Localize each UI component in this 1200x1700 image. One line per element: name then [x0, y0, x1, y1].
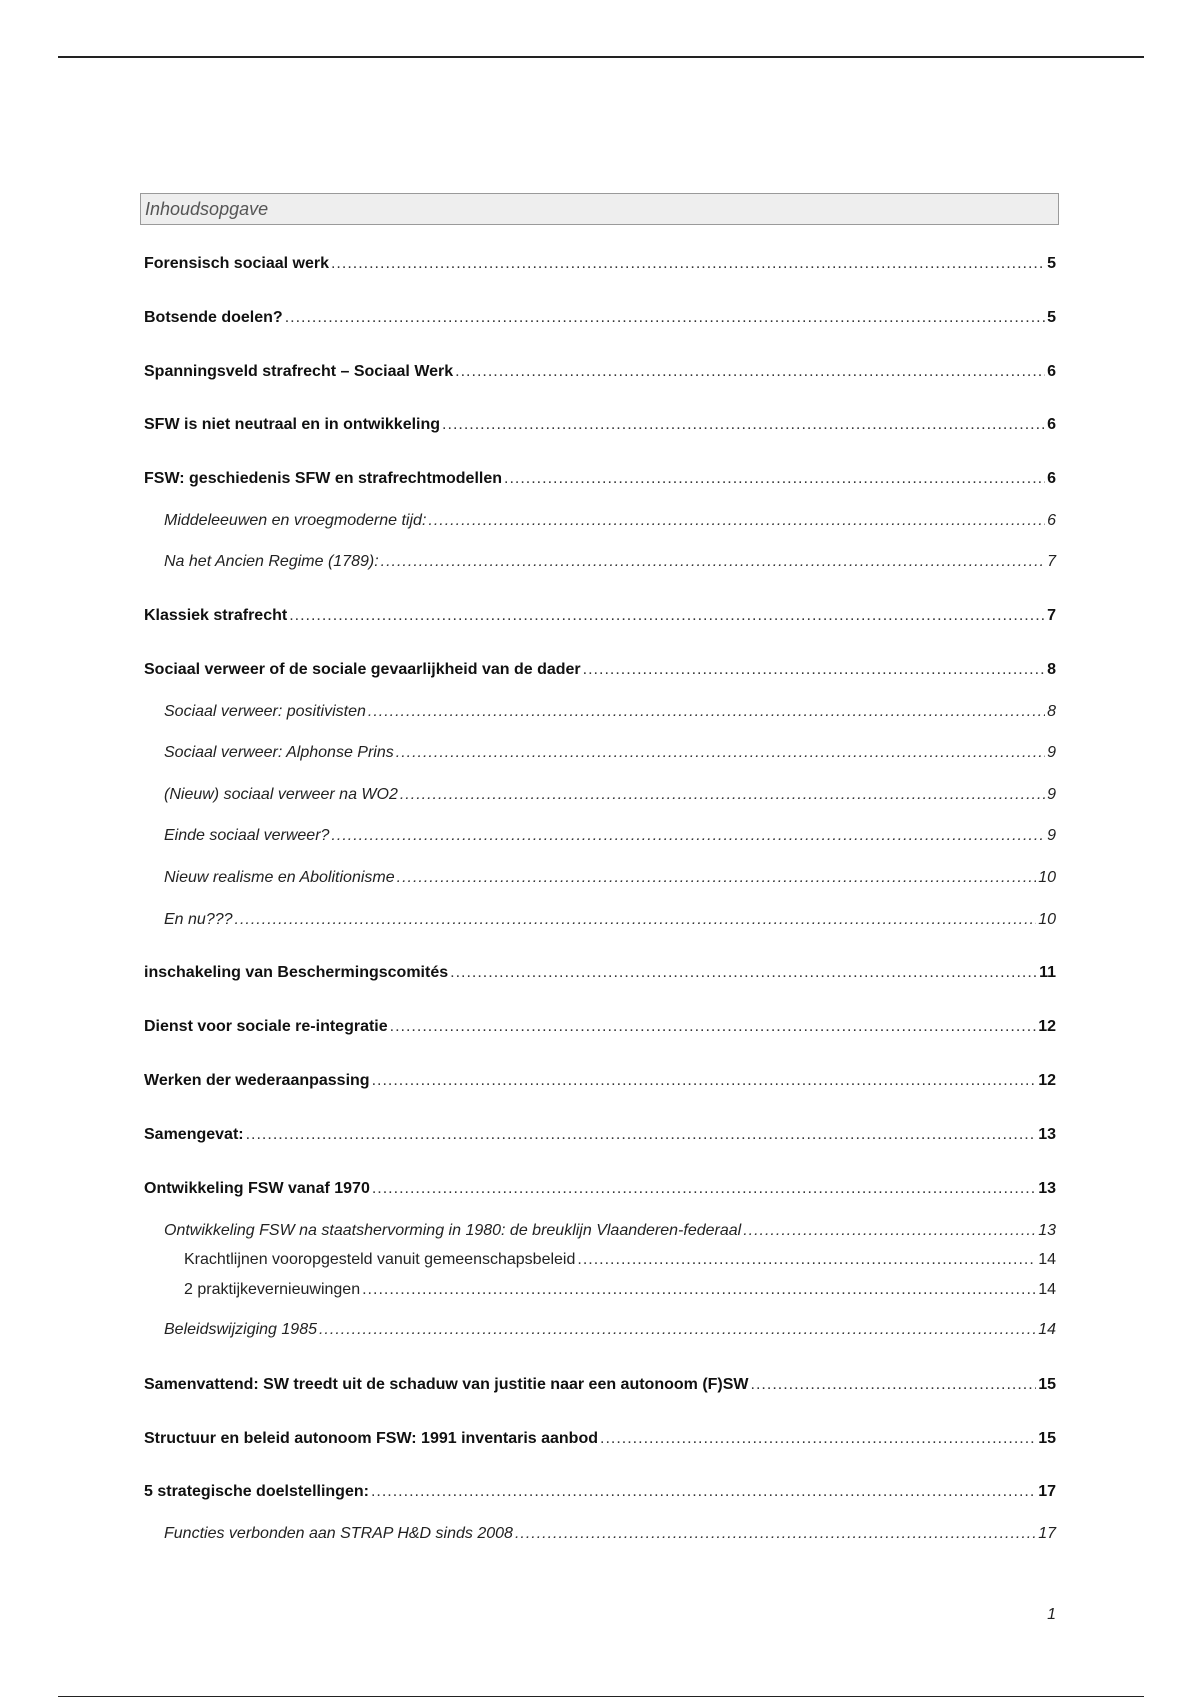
toc-entry[interactable]	[144, 1070, 1056, 1092]
toc-entry[interactable]	[144, 414, 1056, 436]
toc-entry-page: 13	[1038, 1126, 1056, 1143]
toc-entry-page: 7	[1047, 553, 1056, 570]
toc-entry-page: 7	[1047, 607, 1056, 624]
toc-leader-dots	[583, 659, 1045, 681]
toc-entry-page: 6	[1047, 416, 1056, 433]
toc-leader-dots	[362, 1279, 1036, 1301]
toc-entry[interactable]	[144, 1374, 1056, 1396]
toc-entry-title: Dienst voor sociale re-integratie	[144, 1018, 388, 1035]
page-number: 1	[1047, 1606, 1056, 1623]
toc-leader-dots	[246, 1124, 1037, 1146]
toc-leader-dots	[743, 1220, 1036, 1242]
toc-leader-dots	[600, 1428, 1036, 1450]
toc-entry-title: SFW is niet neutraal en in ontwikkeling	[144, 416, 441, 433]
toc-entry-title: Forensisch sociaal werk	[144, 255, 329, 272]
toc-leader-dots	[285, 307, 1045, 329]
toc-entry[interactable]	[164, 551, 1056, 573]
toc-entry-title: Krachtlijnen vooropgesteld vanuit gemeenschapsbeleid	[184, 1251, 576, 1268]
toc-leader-dots	[331, 825, 1045, 847]
toc-entry-page: 9	[1047, 827, 1056, 844]
toc-entry-page: 10	[1038, 869, 1056, 886]
toc-entry-title: Functies verbonden aan STRAP H&D sinds 2008	[164, 1525, 513, 1542]
toc-entry[interactable]	[144, 962, 1056, 984]
toc-entry[interactable]	[164, 909, 1056, 931]
toc-entry-title: 2 praktijkevernieuwingen	[184, 1281, 361, 1298]
top-rule	[58, 56, 1144, 58]
toc-entry-page: 14	[1038, 1251, 1056, 1268]
toc-entry[interactable]	[144, 468, 1056, 490]
toc-entry-title: Sociaal verweer: Alphonse Prins	[164, 744, 394, 761]
toc-leader-dots	[428, 510, 1045, 532]
toc-leader-dots	[577, 1249, 1036, 1271]
toc-leader-dots	[397, 867, 1037, 889]
toc-entry-title: Werken der wederaanpassing	[144, 1072, 370, 1089]
toc-entry-title: Botsende doelen?	[144, 309, 283, 326]
toc-leader-dots	[515, 1523, 1036, 1545]
toc-entry[interactable]	[164, 1319, 1056, 1341]
toc-entry[interactable]	[144, 361, 1056, 383]
toc-entry-title: Ontwikkeling FSW na staatshervorming in 1980: de breuklijn Vlaanderen-federaal	[164, 1222, 742, 1239]
toc-entry-page: 6	[1047, 363, 1056, 380]
toc-leader-dots	[442, 414, 1045, 436]
toc-entry[interactable]	[144, 1016, 1056, 1038]
toc-entry-title: Samenvattend: SW treedt uit de schaduw van justitie naar een autonoom (F)SW	[144, 1376, 749, 1393]
toc-entry[interactable]	[164, 1523, 1056, 1545]
toc-leader-dots	[504, 468, 1045, 490]
toc-entry-page: 10	[1038, 911, 1056, 928]
toc-entry-title: 5 strategische doelstellingen:	[144, 1483, 369, 1500]
toc-entry-page: 13	[1038, 1180, 1056, 1197]
toc-entry[interactable]	[144, 1481, 1056, 1503]
toc-entry-page: 15	[1038, 1376, 1056, 1393]
toc-entry[interactable]	[184, 1249, 1056, 1271]
toc-entry[interactable]	[164, 784, 1056, 806]
toc-entry-page: 15	[1038, 1430, 1056, 1447]
toc-entry-title: En nu???	[164, 911, 233, 928]
toc-entry-page: 14	[1038, 1281, 1056, 1298]
toc-entry[interactable]	[144, 253, 1056, 275]
toc-entry-page: 17	[1038, 1483, 1056, 1500]
toc-leader-dots	[455, 361, 1045, 383]
toc-entry-page: 9	[1047, 744, 1056, 761]
toc-entry-page: 8	[1047, 703, 1056, 720]
toc-leader-dots	[396, 742, 1045, 764]
toc-entry[interactable]	[144, 1428, 1056, 1450]
toc-leader-dots	[450, 962, 1037, 984]
toc-entry-title: Na het Ancien Regime (1789):	[164, 553, 379, 570]
toc-entry[interactable]	[144, 1124, 1056, 1146]
toc-entry-page: 14	[1038, 1321, 1056, 1338]
toc-entry-page: 12	[1038, 1018, 1056, 1035]
toc-entry-page: 17	[1038, 1525, 1056, 1542]
toc-entry[interactable]	[164, 742, 1056, 764]
toc-entry-title: Sociaal verweer: positivisten	[164, 703, 366, 720]
toc-entry-page: 5	[1047, 255, 1056, 272]
toc-leader-dots	[319, 1319, 1036, 1341]
toc-entry-title: Ontwikkeling FSW vanaf 1970	[144, 1180, 370, 1197]
toc-entry[interactable]	[144, 659, 1056, 681]
toc-entry-title: inschakeling van Beschermingscomités	[144, 964, 449, 981]
toc-leader-dots	[400, 784, 1045, 806]
toc-leader-dots	[372, 1178, 1036, 1200]
toc-entry[interactable]	[144, 307, 1056, 329]
toc-leader-dots	[368, 701, 1045, 723]
toc-entry[interactable]	[164, 1220, 1056, 1242]
bottom-rule	[58, 1696, 1144, 1697]
toc-entry-title: Klassiek strafrecht	[144, 607, 288, 624]
toc-leader-dots	[372, 1070, 1037, 1092]
toc-entry[interactable]	[144, 605, 1056, 627]
toc-entry[interactable]	[184, 1279, 1056, 1301]
toc-entry-page: 6	[1047, 512, 1056, 529]
toc-entry-title: Sociaal verweer of de sociale gevaarlijkheid van de dader	[144, 661, 581, 678]
toc-entry-title: Middeleeuwen en vroegmoderne tijd:	[164, 512, 427, 529]
toc-leader-dots	[371, 1481, 1036, 1503]
toc-entry-page: 6	[1047, 470, 1056, 487]
toc-entry-title: Structuur en beleid autonoom FSW: 1991 inventaris aanbod	[144, 1430, 598, 1447]
toc-leader-dots	[390, 1016, 1037, 1038]
toc-leader-dots	[751, 1374, 1037, 1396]
toc-entry-title: (Nieuw) sociaal verweer na WO2	[164, 786, 398, 803]
toc-entry[interactable]	[164, 825, 1056, 847]
toc-entry-title: Beleidswijziging 1985	[164, 1321, 317, 1338]
toc-entry[interactable]	[144, 1178, 1056, 1200]
toc-heading: Inhoudsopgave	[140, 193, 1059, 225]
toc-entry[interactable]	[164, 867, 1056, 889]
toc-entry-title: Spanningsveld strafrecht – Sociaal Werk	[144, 363, 454, 380]
toc-leader-dots	[331, 253, 1045, 275]
toc-entry-page: 12	[1038, 1072, 1056, 1089]
toc-entry-page: 5	[1047, 309, 1056, 326]
toc-entry[interactable]	[164, 510, 1056, 532]
toc-entry-page: 11	[1039, 964, 1056, 981]
toc-entry[interactable]	[164, 701, 1056, 723]
toc-leader-dots	[289, 605, 1045, 627]
toc-leader-dots	[381, 551, 1045, 573]
toc-entry-title: FSW: geschiedenis SFW en strafrechtmodellen	[144, 470, 502, 487]
toc-entry-title: Nieuw realisme en Abolitionisme	[164, 869, 395, 886]
toc-entry-title: Einde sociaal verweer?	[164, 827, 330, 844]
toc-leader-dots	[235, 909, 1037, 931]
toc-entry-page: 8	[1047, 661, 1056, 678]
toc-entry-title: Samengevat:	[144, 1126, 244, 1143]
toc-entry-page: 9	[1047, 786, 1056, 803]
toc-entry-page: 13	[1038, 1222, 1056, 1239]
